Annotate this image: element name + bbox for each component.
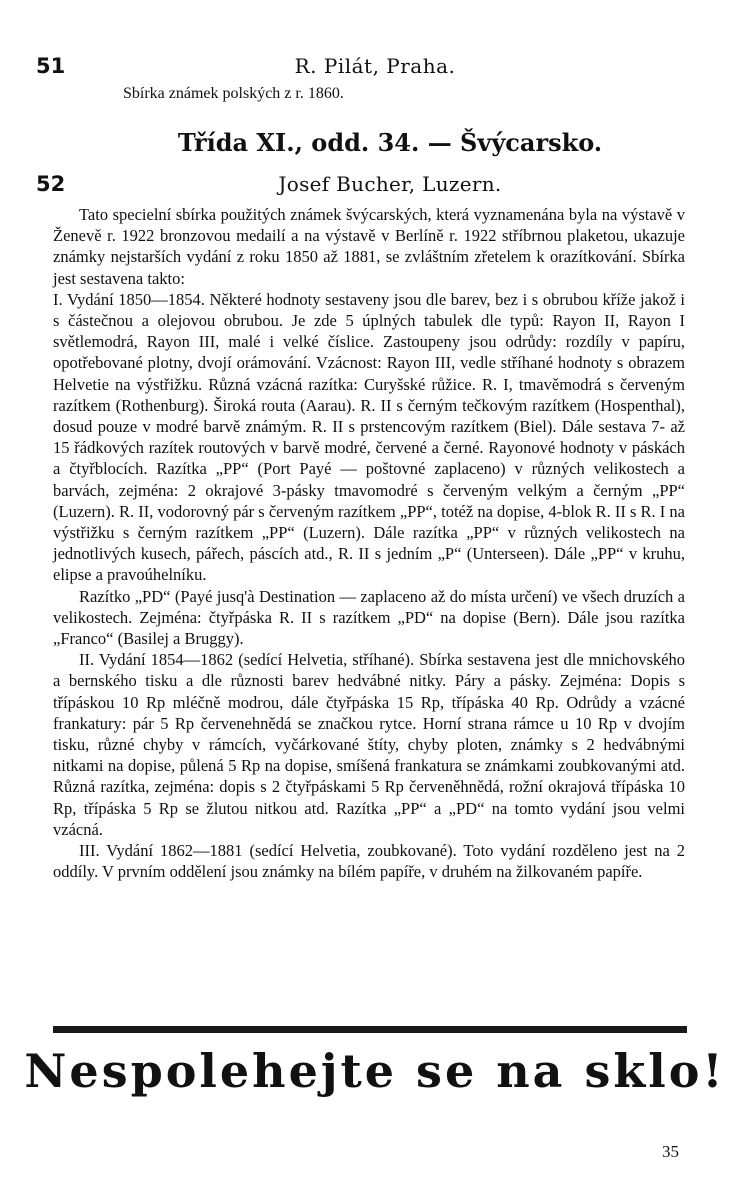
paragraph-issue-2: II. Vydání 1854—1862 (sedící Helvetia, stříhané). Sbírka sestavena jest dle mnichovského a bernského tisku a dle různosti barev hedvábné nitky. Páry a pásky. Zejména: Dopis s třípáskou 10 Rp mléčně modrou, dále čtyřpáska 15 Rp, třípáska 40 Rp. Odrůdy a vzácné frankatury: pár 5 Rp červenehnědá se značkou rytce. Horní strana rámce u 10 Rp v dvojím tisku, různé chyby v rámcích, vyčárkované štíty, chyby ploten, známky s 2 hedvábnými nitkami na dopise, půlená 5 Rp na dopise, smíšená frankatura se známkami zoubkovanými atd. Různá razítka, zejména: dopis s 2 čtyřpáskami 5 Rp červeněhnědá, rožní okrajová třípáska 10 Rp, třípáska 5 Rp se žlutou nitkou atd. Razítka „PP“ a „PD“ na tomto vydání jsou velmi vzácná. — [53, 650, 685, 839]
page-number: 35 — [662, 1142, 679, 1161]
advertisement-slogan: Nespolehejte se na sklo! — [24, 1044, 726, 1098]
entry-number-52: 52 — [36, 172, 66, 196]
entry51-description: Sbírka známek polských z r. 1860. — [123, 85, 344, 102]
section-title: Třída XI., odd. 34. — Švýcarsko. — [177, 128, 603, 157]
paragraph-intro: Tato specielní sbírka použitých známek švýcarských, která vyznamenána byla na výstavě v Ženevě r. 1922 bronzovou medailí a na výstavě v Berlíně r. 1922 stříbrnou plaketou, ukazuje známky nejstarších vydání z roku 1850 až 1881, se zvláštním zřetelem k orazítkování. Sbírka jest sestavena takto: — [53, 205, 685, 288]
paragraph-issue-1: I. Vydání 1850—1854. Některé hodnoty sestaveny jsou dle barev, bez i s obrubou kříže jakož i s částečnou a olejovou obrubou. Je zde 5 úplných tabulek dle typů: Rayon II, Rayon I světlemodrá, Rayon III, malé i velké číslice. Zastoupeny jsou odrůdy: rozdíly v papíru, opotřebované plotny, dvojí orámování. Vzácnost: Rayon III, vedle stříhané hodnoty s obrazem Helvetie na výstřižku. Různá vzácná razítka: Curyšské růžice. R. I, tmavěmodrá s červeným razítkem (Rothenburg). Široká routa (Aarau). R. II s černým tečkovým razítkem (Hospenthal), dosud pouze v modré barvě známým. R. II s prstencovým razítkem (Biel). Dále sestava 7- až 15 řádkových razítek routových v barvě modré, červené a černé. Rayonové hodnoty v páskách a čtyřblocích. Razítka „PP“ (Port Payé — poštovné zaplaceno) v různých velikostech a barvách, zejména: 2 okrajové 3-pásky tmavomodré s červeným velkým a černým „PP“ (Luzern). R. II, vodorovný pár s červeným razítkem „PP“, totéž na dopise, 4-blok R. II s R. I na výstřižku s černým razítkem „PP“ (Luzern). Dále razítka „PP“ v různých velikostech na jednotlivých kusech, pářech, páscích atd., R. II s jedním „P“ (Unterseen). Dále „PP“ v kruhu, elipse a pravoúhelníku. — [53, 289, 685, 585]
paragraph-pd-cancels: Razítko „PD“ (Payé jusq'à Destination — zaplaceno až do místa určení) ve všech druzích a velikostech. Zejména: čtyřpáska R. II s razítkem „PD“ na dopise (Bern). Dále jsou razítka „Franco“ (Basilej a Bruggy). — [53, 586, 685, 649]
entry51-exhibitor: R. Pilát, Praha. — [294, 54, 456, 78]
entry-number-51: 51 — [36, 54, 66, 78]
advertisement-rule — [53, 1026, 687, 1033]
paragraph-issue-3: III. Vydání 1862—1881 (sedící Helvetia, zoubkované). Toto vydání rozděleno jest na 2 oddíly. V prvním oddělení jsou známky na bílém papíře, v druhém na žilkovaném papíře. — [53, 841, 685, 882]
entry52-description — [53, 204, 685, 883]
entry52-exhibitor: Josef Bucher, Luzern. — [278, 172, 502, 196]
